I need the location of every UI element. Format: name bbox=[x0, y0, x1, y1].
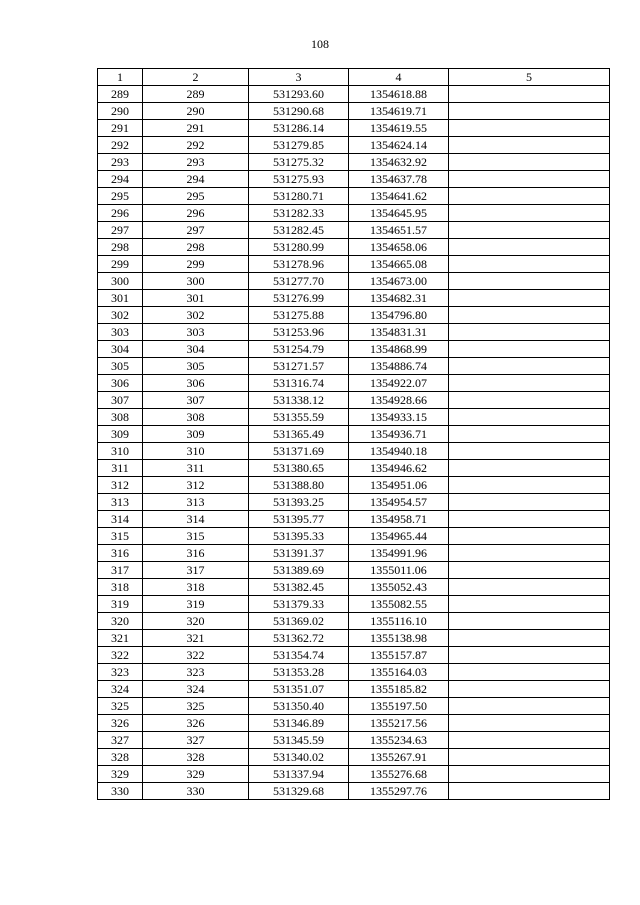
table-cell: 316 bbox=[98, 545, 143, 562]
table-cell: 531351.07 bbox=[249, 681, 349, 698]
table-cell: 531354.74 bbox=[249, 647, 349, 664]
table-body bbox=[98, 86, 610, 800]
table-cell: 313 bbox=[98, 494, 143, 511]
table-cell: 295 bbox=[143, 188, 249, 205]
table-cell: 1355234.63 bbox=[349, 732, 449, 749]
table-row bbox=[98, 494, 610, 511]
table-cell: 1354954.57 bbox=[349, 494, 449, 511]
table-cell: 1355116.10 bbox=[349, 613, 449, 630]
table-cell: 1354641.62 bbox=[349, 188, 449, 205]
table-cell: 321 bbox=[143, 630, 249, 647]
table-cell: 1354933.15 bbox=[349, 409, 449, 426]
table-row bbox=[98, 120, 610, 137]
table-cell bbox=[449, 375, 610, 392]
table-cell: 326 bbox=[98, 715, 143, 732]
table-cell: 318 bbox=[98, 579, 143, 596]
table-cell: 1354922.07 bbox=[349, 375, 449, 392]
table-row bbox=[98, 171, 610, 188]
table-cell: 531280.71 bbox=[249, 188, 349, 205]
table-cell: 531254.79 bbox=[249, 341, 349, 358]
table-cell: 531276.99 bbox=[249, 290, 349, 307]
table-cell: 531253.96 bbox=[249, 324, 349, 341]
table-cell: 531369.02 bbox=[249, 613, 349, 630]
table-cell: 531271.57 bbox=[249, 358, 349, 375]
table-row bbox=[98, 409, 610, 426]
table-cell bbox=[449, 596, 610, 613]
table-cell: 324 bbox=[143, 681, 249, 698]
table-cell: 305 bbox=[98, 358, 143, 375]
table-cell: 303 bbox=[143, 324, 249, 341]
table-cell bbox=[449, 783, 610, 800]
table-cell: 321 bbox=[98, 630, 143, 647]
table-cell bbox=[449, 239, 610, 256]
table-cell: 313 bbox=[143, 494, 249, 511]
table-row bbox=[98, 137, 610, 154]
table-row bbox=[98, 324, 610, 341]
table-row bbox=[98, 562, 610, 579]
table-cell: 1354965.44 bbox=[349, 528, 449, 545]
table-cell: 297 bbox=[143, 222, 249, 239]
table-cell: 308 bbox=[143, 409, 249, 426]
table-cell: 289 bbox=[143, 86, 249, 103]
table-cell: 311 bbox=[143, 460, 249, 477]
table-cell: 291 bbox=[98, 120, 143, 137]
table-cell: 531388.80 bbox=[249, 477, 349, 494]
table-row bbox=[98, 392, 610, 409]
table-cell: 1354886.74 bbox=[349, 358, 449, 375]
table-cell: 1354673.00 bbox=[349, 273, 449, 290]
table-cell: 310 bbox=[143, 443, 249, 460]
table-row bbox=[98, 579, 610, 596]
table-cell: 531275.32 bbox=[249, 154, 349, 171]
table-cell: 302 bbox=[143, 307, 249, 324]
table-row bbox=[98, 205, 610, 222]
table-cell: 1355267.91 bbox=[349, 749, 449, 766]
table-cell: 1355082.55 bbox=[349, 596, 449, 613]
table-cell: 531337.94 bbox=[249, 766, 349, 783]
table-cell: 1354868.99 bbox=[349, 341, 449, 358]
table-cell: 531282.33 bbox=[249, 205, 349, 222]
table-cell bbox=[449, 630, 610, 647]
table-cell: 1354645.95 bbox=[349, 205, 449, 222]
table-cell: 531338.12 bbox=[249, 392, 349, 409]
table-cell: 1354796.80 bbox=[349, 307, 449, 324]
table-cell bbox=[449, 528, 610, 545]
table-cell: 315 bbox=[98, 528, 143, 545]
table-row bbox=[98, 86, 610, 103]
table-cell bbox=[449, 749, 610, 766]
table-cell: 327 bbox=[143, 732, 249, 749]
table-cell: 295 bbox=[98, 188, 143, 205]
table-cell: 531380.65 bbox=[249, 460, 349, 477]
table-row bbox=[98, 783, 610, 800]
table-cell: 300 bbox=[143, 273, 249, 290]
table-cell: 325 bbox=[143, 698, 249, 715]
table-cell: 1355138.98 bbox=[349, 630, 449, 647]
table-cell: 531340.02 bbox=[249, 749, 349, 766]
page-number: 108 bbox=[311, 37, 329, 51]
table-cell bbox=[449, 307, 610, 324]
table-cell bbox=[449, 715, 610, 732]
table-cell bbox=[449, 443, 610, 460]
table-row bbox=[98, 613, 610, 630]
table-row bbox=[98, 460, 610, 477]
table-cell: 1354618.88 bbox=[349, 86, 449, 103]
table-row bbox=[98, 698, 610, 715]
table-cell bbox=[449, 137, 610, 154]
table-cell: 324 bbox=[98, 681, 143, 698]
table-cell: 314 bbox=[143, 511, 249, 528]
table-cell: 292 bbox=[143, 137, 249, 154]
table-row bbox=[98, 664, 610, 681]
table-cell: 531391.37 bbox=[249, 545, 349, 562]
table-cell: 531279.85 bbox=[249, 137, 349, 154]
table-cell bbox=[449, 341, 610, 358]
table-cell: 327 bbox=[98, 732, 143, 749]
table-cell: 320 bbox=[143, 613, 249, 630]
table-row bbox=[98, 630, 610, 647]
table-cell: 319 bbox=[143, 596, 249, 613]
table-cell: 1354951.06 bbox=[349, 477, 449, 494]
table-cell: 303 bbox=[98, 324, 143, 341]
table-cell: 1354658.06 bbox=[349, 239, 449, 256]
table-cell: 531346.89 bbox=[249, 715, 349, 732]
table-cell bbox=[449, 698, 610, 715]
table-cell: 531329.68 bbox=[249, 783, 349, 800]
table-cell: 299 bbox=[143, 256, 249, 273]
table-row bbox=[98, 239, 610, 256]
table-row bbox=[98, 443, 610, 460]
table-cell: 329 bbox=[98, 766, 143, 783]
table-cell: 1355185.82 bbox=[349, 681, 449, 698]
table-cell: 294 bbox=[98, 171, 143, 188]
table-cell: 531371.69 bbox=[249, 443, 349, 460]
table-cell: 294 bbox=[143, 171, 249, 188]
column-header: 2 bbox=[143, 69, 249, 86]
table-cell bbox=[449, 256, 610, 273]
table-cell: 531275.88 bbox=[249, 307, 349, 324]
table-cell: 1355197.50 bbox=[349, 698, 449, 715]
table-cell: 310 bbox=[98, 443, 143, 460]
table-cell: 312 bbox=[98, 477, 143, 494]
column-header: 4 bbox=[349, 69, 449, 86]
table-cell: 306 bbox=[143, 375, 249, 392]
table-row bbox=[98, 681, 610, 698]
table-row bbox=[98, 154, 610, 171]
table-cell bbox=[449, 647, 610, 664]
table-cell: 531389.69 bbox=[249, 562, 349, 579]
table-cell: 1354624.14 bbox=[349, 137, 449, 154]
table-cell bbox=[449, 120, 610, 137]
table-cell: 531293.60 bbox=[249, 86, 349, 103]
table-cell: 330 bbox=[98, 783, 143, 800]
table-cell bbox=[449, 511, 610, 528]
table-cell: 296 bbox=[98, 205, 143, 222]
table-row bbox=[98, 188, 610, 205]
table-cell: 308 bbox=[98, 409, 143, 426]
table-cell: 531393.25 bbox=[249, 494, 349, 511]
table-cell: 531275.93 bbox=[249, 171, 349, 188]
table-cell: 298 bbox=[143, 239, 249, 256]
table-cell: 531350.40 bbox=[249, 698, 349, 715]
table-cell: 1355164.03 bbox=[349, 664, 449, 681]
table-cell: 531280.99 bbox=[249, 239, 349, 256]
table-cell: 1354619.71 bbox=[349, 103, 449, 120]
table-cell: 293 bbox=[143, 154, 249, 171]
table-cell: 1354637.78 bbox=[349, 171, 449, 188]
table-cell: 1354665.08 bbox=[349, 256, 449, 273]
table-row bbox=[98, 273, 610, 290]
column-header: 1 bbox=[98, 69, 143, 86]
table-cell: 316 bbox=[143, 545, 249, 562]
table-row bbox=[98, 375, 610, 392]
table-cell bbox=[449, 324, 610, 341]
table-cell: 531286.14 bbox=[249, 120, 349, 137]
table-cell: 1355052.43 bbox=[349, 579, 449, 596]
table-cell bbox=[449, 358, 610, 375]
table-cell: 322 bbox=[98, 647, 143, 664]
table-cell bbox=[449, 766, 610, 783]
table-cell bbox=[449, 477, 610, 494]
table-row bbox=[98, 341, 610, 358]
table-row bbox=[98, 528, 610, 545]
table-cell: 1354632.92 bbox=[349, 154, 449, 171]
table-row bbox=[98, 358, 610, 375]
table-cell: 1355276.68 bbox=[349, 766, 449, 783]
table-row bbox=[98, 511, 610, 528]
table-row bbox=[98, 477, 610, 494]
table-cell: 322 bbox=[143, 647, 249, 664]
table-cell bbox=[449, 460, 610, 477]
table-row bbox=[98, 749, 610, 766]
table-cell bbox=[449, 732, 610, 749]
table-cell bbox=[449, 273, 610, 290]
table-cell: 318 bbox=[143, 579, 249, 596]
table-cell bbox=[449, 494, 610, 511]
table-cell bbox=[449, 205, 610, 222]
table-cell: 297 bbox=[98, 222, 143, 239]
table-row bbox=[98, 307, 610, 324]
table-cell: 300 bbox=[98, 273, 143, 290]
table-cell: 531362.72 bbox=[249, 630, 349, 647]
table-cell bbox=[449, 222, 610, 239]
table-cell: 1355157.87 bbox=[349, 647, 449, 664]
table-cell bbox=[449, 154, 610, 171]
table-cell: 1354946.62 bbox=[349, 460, 449, 477]
table-row bbox=[98, 647, 610, 664]
coordinates-table bbox=[97, 68, 610, 800]
table-cell: 1355297.76 bbox=[349, 783, 449, 800]
table-cell: 531355.59 bbox=[249, 409, 349, 426]
table-cell: 290 bbox=[143, 103, 249, 120]
table-cell: 531290.68 bbox=[249, 103, 349, 120]
table-cell: 323 bbox=[143, 664, 249, 681]
table-cell: 1354940.18 bbox=[349, 443, 449, 460]
table-cell bbox=[449, 392, 610, 409]
table-cell: 289 bbox=[98, 86, 143, 103]
table-cell: 531277.70 bbox=[249, 273, 349, 290]
table-cell: 311 bbox=[98, 460, 143, 477]
table-cell: 326 bbox=[143, 715, 249, 732]
table-cell: 531395.77 bbox=[249, 511, 349, 528]
table-cell: 304 bbox=[98, 341, 143, 358]
table-cell: 330 bbox=[143, 783, 249, 800]
table-cell bbox=[449, 426, 610, 443]
table-row bbox=[98, 222, 610, 239]
table-cell: 531395.33 bbox=[249, 528, 349, 545]
table-row bbox=[98, 256, 610, 273]
table-cell: 305 bbox=[143, 358, 249, 375]
table-cell: 296 bbox=[143, 205, 249, 222]
table-cell: 531382.45 bbox=[249, 579, 349, 596]
table-cell: 1354831.31 bbox=[349, 324, 449, 341]
table-cell bbox=[449, 103, 610, 120]
table-cell: 304 bbox=[143, 341, 249, 358]
table-cell: 1354682.31 bbox=[349, 290, 449, 307]
table-cell: 319 bbox=[98, 596, 143, 613]
table-cell: 1354958.71 bbox=[349, 511, 449, 528]
table-cell: 314 bbox=[98, 511, 143, 528]
table-cell: 292 bbox=[98, 137, 143, 154]
table-row bbox=[98, 766, 610, 783]
table-cell: 531316.74 bbox=[249, 375, 349, 392]
table-cell: 307 bbox=[143, 392, 249, 409]
table-cell: 1355011.06 bbox=[349, 562, 449, 579]
table-cell: 307 bbox=[98, 392, 143, 409]
table-cell bbox=[449, 664, 610, 681]
table-cell: 320 bbox=[98, 613, 143, 630]
table-cell: 1354651.57 bbox=[349, 222, 449, 239]
table-row bbox=[98, 103, 610, 120]
table-cell: 531353.28 bbox=[249, 664, 349, 681]
table-cell: 531278.96 bbox=[249, 256, 349, 273]
table-row bbox=[98, 545, 610, 562]
table-cell: 1354619.55 bbox=[349, 120, 449, 137]
table-cell: 312 bbox=[143, 477, 249, 494]
table-cell: 302 bbox=[98, 307, 143, 324]
table-row bbox=[98, 715, 610, 732]
table-cell: 1354991.96 bbox=[349, 545, 449, 562]
table-cell bbox=[449, 579, 610, 596]
table-cell: 531282.45 bbox=[249, 222, 349, 239]
table-cell bbox=[449, 613, 610, 630]
table-cell: 315 bbox=[143, 528, 249, 545]
table-cell: 306 bbox=[98, 375, 143, 392]
table-cell: 328 bbox=[98, 749, 143, 766]
table-row bbox=[98, 426, 610, 443]
table-cell: 309 bbox=[143, 426, 249, 443]
table-row bbox=[98, 596, 610, 613]
table-cell: 1354928.66 bbox=[349, 392, 449, 409]
table-cell: 323 bbox=[98, 664, 143, 681]
table-cell: 299 bbox=[98, 256, 143, 273]
table-cell: 298 bbox=[98, 239, 143, 256]
table-cell bbox=[449, 188, 610, 205]
table-cell bbox=[449, 171, 610, 188]
table-cell bbox=[449, 562, 610, 579]
table-cell bbox=[449, 290, 610, 307]
column-header: 3 bbox=[249, 69, 349, 86]
table-cell: 531379.33 bbox=[249, 596, 349, 613]
table-cell: 531345.59 bbox=[249, 732, 349, 749]
table-cell: 301 bbox=[98, 290, 143, 307]
table-cell: 1354936.71 bbox=[349, 426, 449, 443]
table-cell: 301 bbox=[143, 290, 249, 307]
table-cell: 309 bbox=[98, 426, 143, 443]
table-cell: 328 bbox=[143, 749, 249, 766]
table-cell: 291 bbox=[143, 120, 249, 137]
table-cell bbox=[449, 545, 610, 562]
table-cell: 329 bbox=[143, 766, 249, 783]
table-header-row bbox=[98, 69, 610, 86]
table-cell bbox=[449, 681, 610, 698]
table-cell: 293 bbox=[98, 154, 143, 171]
table-cell bbox=[449, 409, 610, 426]
table-cell: 325 bbox=[98, 698, 143, 715]
table-cell: 317 bbox=[143, 562, 249, 579]
column-header: 5 bbox=[449, 69, 610, 86]
table-row bbox=[98, 290, 610, 307]
table-cell: 290 bbox=[98, 103, 143, 120]
table-cell bbox=[449, 86, 610, 103]
table-cell: 1355217.56 bbox=[349, 715, 449, 732]
table-cell: 317 bbox=[98, 562, 143, 579]
table-cell: 531365.49 bbox=[249, 426, 349, 443]
table-row bbox=[98, 732, 610, 749]
